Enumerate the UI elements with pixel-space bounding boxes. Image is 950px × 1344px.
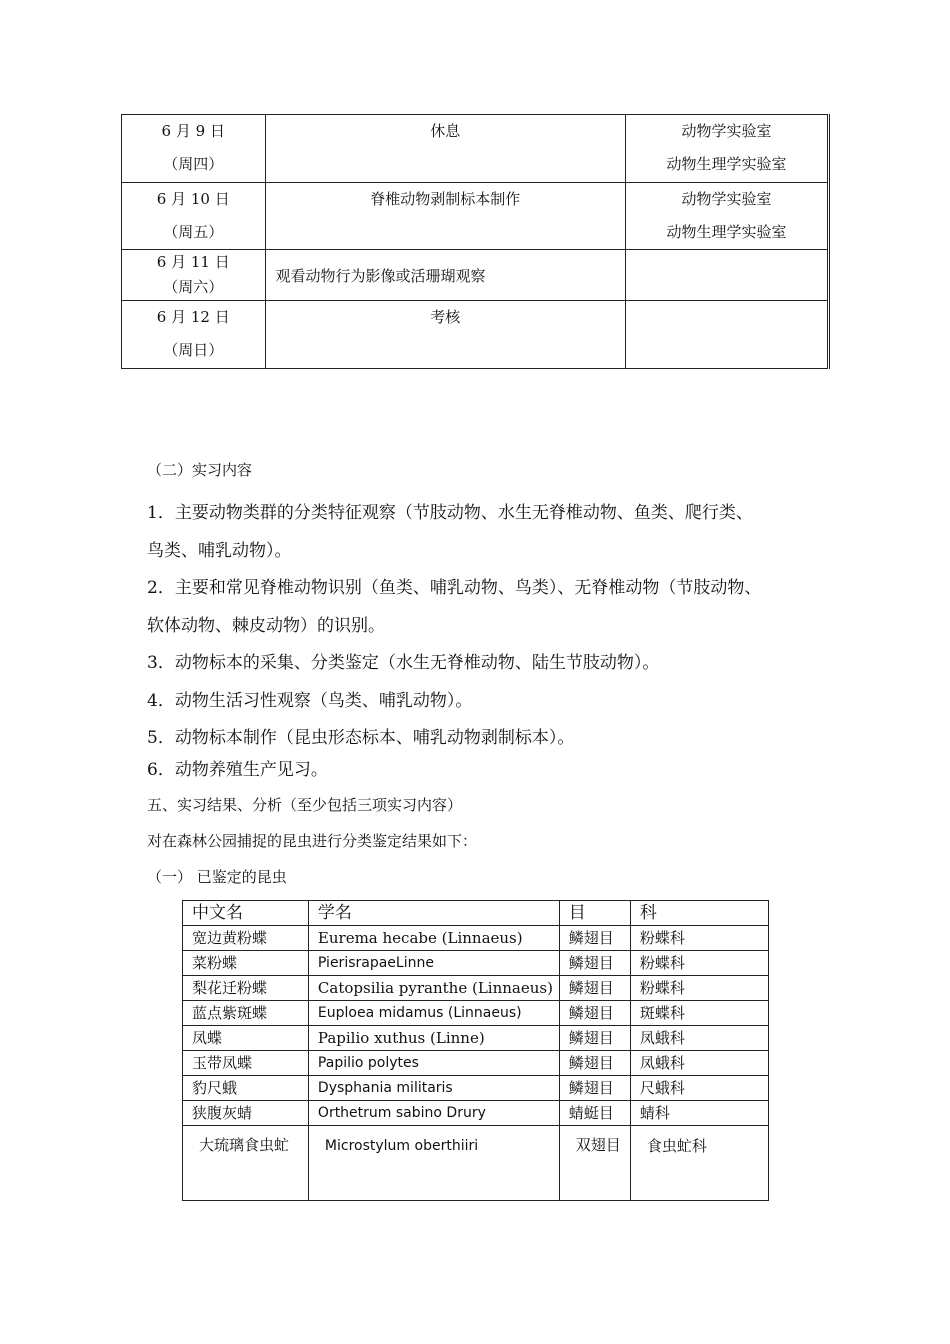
- date-cell: 6 月 10 日 （周五）: [122, 183, 266, 250]
- content-item-2: 2．主要和常见脊椎动物识别（鱼类、哺乳动物、鸟类）、无脊椎动物（节肢动物、: [147, 578, 762, 598]
- date-cell: 6 月 11 日 （周六）: [122, 250, 266, 301]
- table-row: [122, 183, 829, 250]
- date-cell: 6 月 12 日 （周日）: [122, 301, 266, 369]
- table-row: [122, 115, 829, 183]
- activity-cell: 休息: [265, 115, 626, 183]
- insect-table: [182, 900, 769, 1201]
- content-item-1: 1．主要动物类群的分类特征观察（节肢动物、水生无脊椎动物、鱼类、爬行类、: [147, 503, 753, 523]
- content-item-6: 6．动物养殖生产见习。: [147, 760, 328, 780]
- activity-cell: 考核: [265, 301, 626, 369]
- table-row: 豹尺蛾 Dysphania militaris 鳞翅目 尺蛾科: [183, 1076, 769, 1101]
- table-row: 狭腹灰蜻 Orthetrum sabino Drury 蜻蜓目 蜻科: [183, 1101, 769, 1126]
- header-family: 科: [630, 901, 768, 926]
- header-order: 目: [559, 901, 630, 926]
- table-row: 菜粉蝶 PierisrapaeLinne 鳞翅目 粉蝶科: [183, 951, 769, 976]
- activity-cell: 观看动物行为影像或活珊瑚观察: [265, 250, 626, 301]
- results-subheading: （一） 已鉴定的昆虫: [147, 868, 287, 886]
- location-cell: 动物学实验室 动物生理学实验室: [626, 115, 829, 183]
- table-row: 玉带凤蝶 Papilio polytes 鳞翅目 凤蛾科: [183, 1051, 769, 1076]
- schedule-table: [121, 114, 830, 369]
- content-item-3: 3．动物标本的采集、分类鉴定（水生无脊椎动物、陆生节肢动物）。: [147, 653, 660, 673]
- location-cell: [626, 301, 829, 369]
- activity-cell: 脊椎动物剥制标本制作: [265, 183, 626, 250]
- content-item-1-cont: 鸟类、哺乳动物）。: [147, 541, 292, 561]
- location-cell: [626, 250, 829, 301]
- content-item-2-cont: 软体动物、棘皮动物）的识别。: [147, 616, 385, 636]
- results-heading: 五、实习结果、分析（至少包括三项实习内容）: [147, 796, 463, 814]
- table-row: 凤蝶 Papilio xuthus (Linne) 鳞翅目 凤蛾科: [183, 1026, 769, 1051]
- table-row: 宽边黄粉蝶 Eurema hecabe (Linnaeus) 鳞翅目 粉蝶科: [183, 926, 769, 951]
- date-cell: 6 月 9 日 （周四）: [122, 115, 266, 183]
- table-row: 梨花迁粉蝶 Catopsilia pyranthe (Linnaeus) 鳞翅目 粉蝶科: [183, 976, 769, 1001]
- location-cell: 动物学实验室 动物生理学实验室: [626, 183, 829, 250]
- table-row: [122, 301, 829, 369]
- results-intro: 对在森林公园捕捉的昆虫进行分类鉴定结果如下：: [147, 832, 478, 850]
- table-row: 大琉璃食虫虻 Microstylum oberthiiri 双翅目 食虫虻科: [183, 1126, 769, 1201]
- header-cn: 中文名: [183, 901, 309, 926]
- table-header-row: [183, 901, 769, 926]
- header-sci: 学名: [308, 901, 559, 926]
- content-item-5: 5．动物标本制作（昆虫形态标本、哺乳动物剥制标本）。: [147, 728, 575, 748]
- table-row: 蓝点紫斑蝶 Euploea midamus (Linnaeus) 鳞翅目 斑蝶科: [183, 1001, 769, 1026]
- table-row: [122, 250, 829, 301]
- section-heading: （二）实习内容: [147, 461, 253, 479]
- content-item-4: 4．动物生活习性观察（鸟类、哺乳动物）。: [147, 691, 473, 711]
